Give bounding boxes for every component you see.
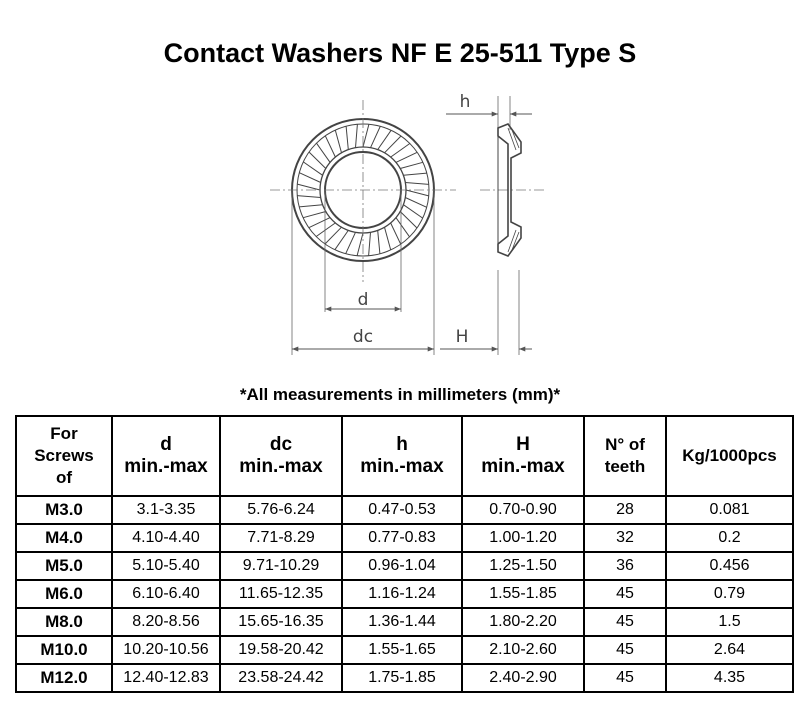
cell-teeth: 45	[584, 580, 666, 608]
cell-d: 8.20-8.56	[112, 608, 220, 636]
cell-h: 1.75-1.85	[342, 664, 462, 692]
cell-H: 1.55-1.85	[462, 580, 584, 608]
cell-d: 4.10-4.40	[112, 524, 220, 552]
label-h: h	[459, 92, 471, 112]
cell-weight: 2.64	[666, 636, 793, 664]
table-row	[16, 552, 793, 580]
cell-d: 3.1-3.35	[112, 496, 220, 524]
cell-teeth: 45	[584, 608, 666, 636]
cell-H: 1.25-1.50	[462, 552, 584, 580]
cell-weight: 0.456	[666, 552, 793, 580]
cell-H: 1.00-1.20	[462, 524, 584, 552]
cell-screw: M3.0	[16, 496, 112, 524]
cell-H: 1.80-2.20	[462, 608, 584, 636]
header-d: d min.-max	[112, 416, 220, 496]
table-row	[16, 636, 793, 664]
cell-dc: 9.71-10.29	[220, 552, 342, 580]
cell-weight: 0.081	[666, 496, 793, 524]
table-row	[16, 524, 793, 552]
table-header-row	[16, 416, 793, 496]
table-row	[16, 608, 793, 636]
cell-H: 2.10-2.60	[462, 636, 584, 664]
cell-screw: M6.0	[16, 580, 112, 608]
cell-dc: 7.71-8.29	[220, 524, 342, 552]
cell-weight: 1.5	[666, 608, 793, 636]
cell-screw: M8.0	[16, 608, 112, 636]
cell-h: 0.77-0.83	[342, 524, 462, 552]
cell-weight: 0.2	[666, 524, 793, 552]
specification-table	[15, 415, 794, 693]
cell-dc: 19.58-20.42	[220, 636, 342, 664]
cell-d: 5.10-5.40	[112, 552, 220, 580]
page-title: Contact Washers NF E 25-511 Type S	[163, 38, 637, 68]
cell-screw: M4.0	[16, 524, 112, 552]
label-dc: dc	[352, 327, 374, 347]
label-d: d	[357, 290, 369, 310]
header-teeth: N° of teeth	[584, 416, 666, 496]
header-H: H min.-max	[462, 416, 584, 496]
cell-d: 6.10-6.40	[112, 580, 220, 608]
header-weight: Kg/1000pcs	[666, 416, 793, 496]
cell-screw: M5.0	[16, 552, 112, 580]
cell-teeth: 45	[584, 664, 666, 692]
cell-d: 10.20-10.56	[112, 636, 220, 664]
table-row	[16, 664, 793, 692]
header-screw-size: For Screws of	[16, 416, 112, 496]
cell-h: 0.47-0.53	[342, 496, 462, 524]
cell-h: 1.55-1.65	[342, 636, 462, 664]
cell-weight: 0.79	[666, 580, 793, 608]
header-dc: dc min.-max	[220, 416, 342, 496]
cell-screw: M10.0	[16, 636, 112, 664]
cell-H: 0.70-0.90	[462, 496, 584, 524]
table-row	[16, 496, 793, 524]
washer-technical-drawing	[0, 80, 800, 370]
cell-h: 1.36-1.44	[342, 608, 462, 636]
cell-teeth: 45	[584, 636, 666, 664]
cell-dc: 15.65-16.35	[220, 608, 342, 636]
label-H: H	[455, 327, 469, 347]
cell-d: 12.40-12.83	[112, 664, 220, 692]
cell-h: 1.16-1.24	[342, 580, 462, 608]
cell-weight: 4.35	[666, 664, 793, 692]
cell-dc: 11.65-12.35	[220, 580, 342, 608]
table-row	[16, 580, 793, 608]
cell-teeth: 28	[584, 496, 666, 524]
cell-H: 2.40-2.90	[462, 664, 584, 692]
cell-teeth: 36	[584, 552, 666, 580]
cell-dc: 23.58-24.42	[220, 664, 342, 692]
cell-dc: 5.76-6.24	[220, 496, 342, 524]
header-h: h min.-max	[342, 416, 462, 496]
measurement-note: *All measurements in millimeters (mm)*	[239, 385, 561, 404]
cell-h: 0.96-1.04	[342, 552, 462, 580]
cell-screw: M12.0	[16, 664, 112, 692]
cell-teeth: 32	[584, 524, 666, 552]
dimension-lines	[292, 114, 532, 349]
